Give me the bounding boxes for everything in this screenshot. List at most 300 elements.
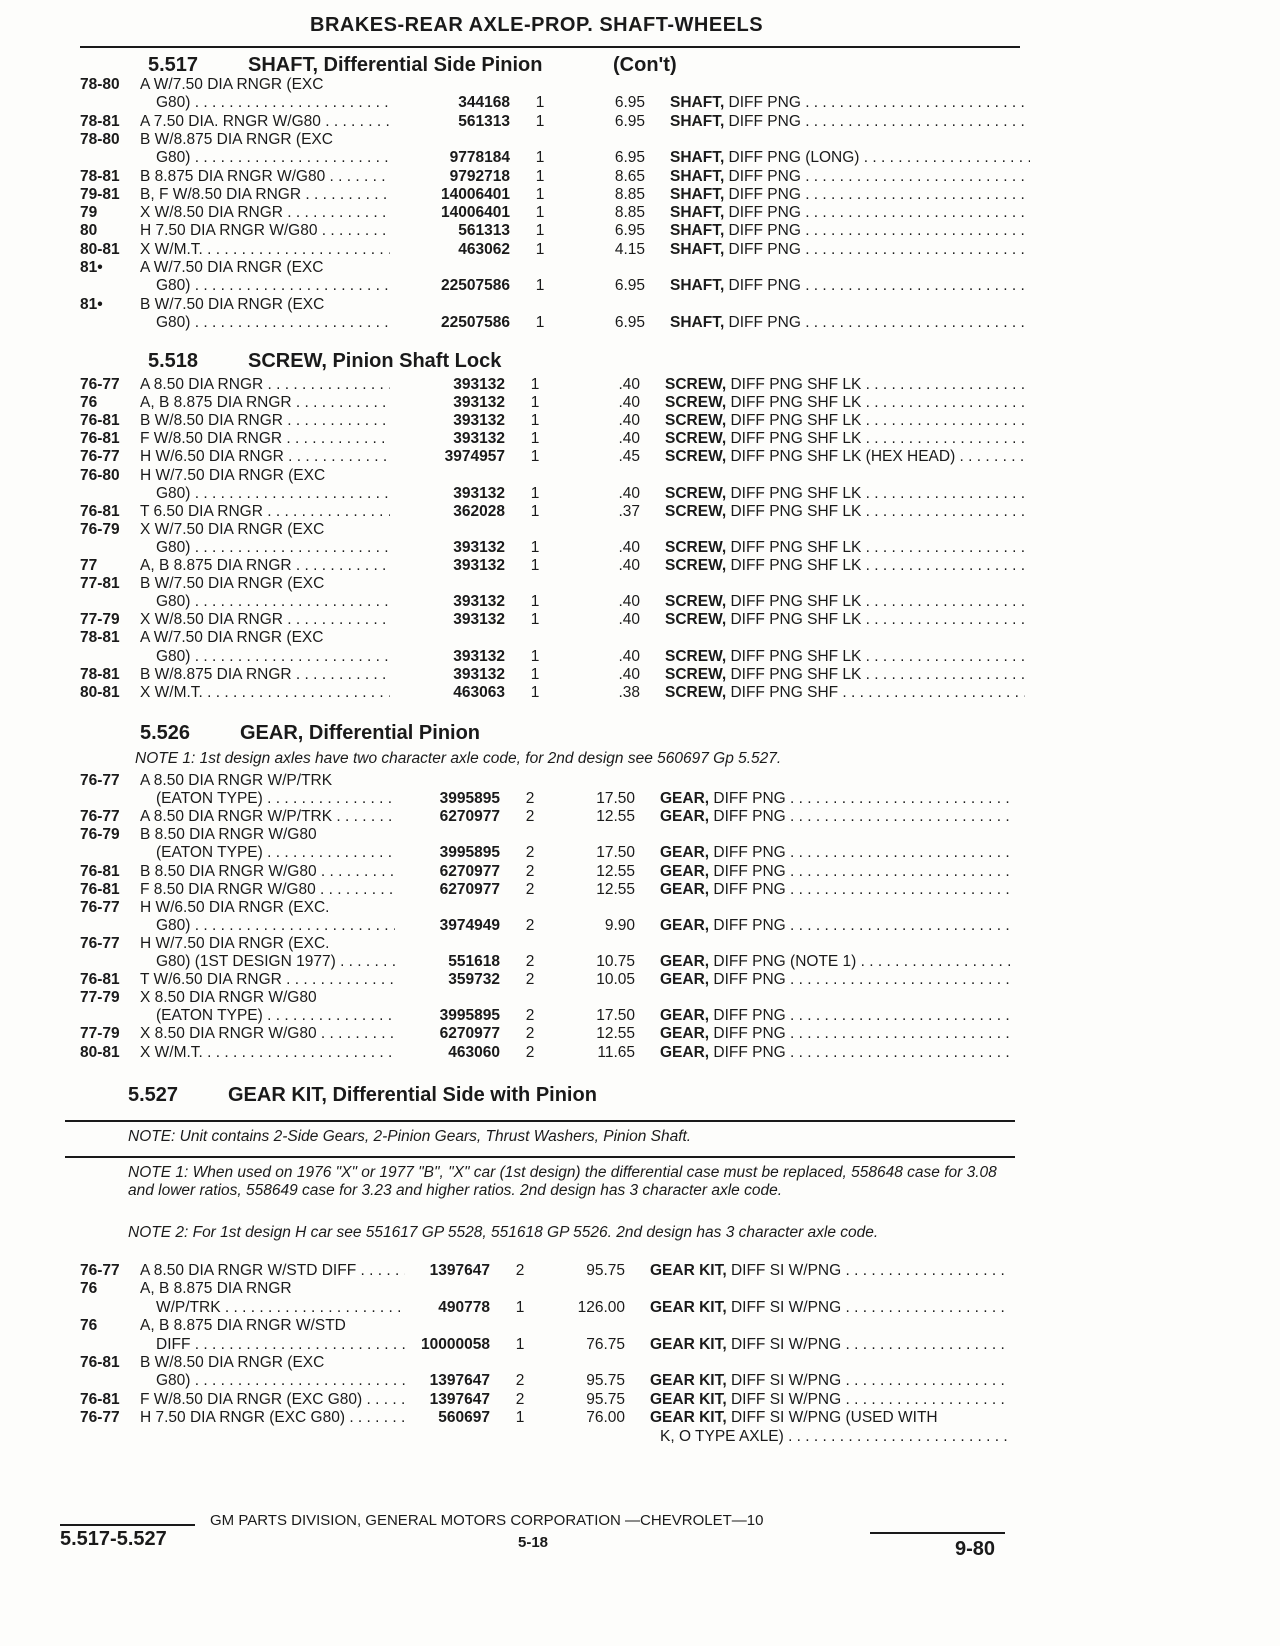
- quantity: 1: [530, 484, 540, 502]
- application-description: G80) . . .: [156, 539, 390, 557]
- application-description: G80) . . .: [156, 314, 390, 332]
- part-name-noun: SCREW,: [665, 484, 727, 502]
- part-number: 9778184: [449, 149, 510, 167]
- parts-row: [0, 629, 1040, 647]
- price: 95.75: [586, 1390, 625, 1408]
- price: 17.50: [596, 1007, 635, 1025]
- part-number: 393132: [453, 430, 505, 448]
- section-5-518-heading: [148, 350, 501, 373]
- model-years: 78-81: [80, 665, 120, 683]
- price: 12.55: [596, 880, 635, 898]
- part-name: GEAR, DIFF PNG . . .: [660, 1007, 1015, 1025]
- parts-row: [0, 1280, 1040, 1298]
- part-number: 22507586: [441, 277, 510, 295]
- quantity: 2: [515, 1390, 525, 1408]
- parts-row: [0, 539, 1040, 557]
- part-name: SCREW, DIFF PNG SHF LK (HEX HEAD) . . .: [665, 448, 1025, 466]
- section-number: 5.526: [140, 722, 191, 744]
- parts-row: [0, 222, 1040, 240]
- footer-date: 9-80: [955, 1538, 996, 1560]
- part-name: SHAFT, DIFF PNG (LONG) . . .: [670, 149, 1030, 167]
- part-name: SCREW, DIFF PNG SHF LK . . .: [665, 539, 1025, 557]
- quantity: 1: [530, 412, 540, 430]
- parts-row: [0, 575, 1040, 593]
- quantity: 1: [535, 222, 545, 240]
- model-years: 76-77: [80, 808, 120, 826]
- price: .45: [618, 448, 640, 466]
- application-description: B W/8.875 DIA RNGR . . .: [140, 666, 390, 684]
- application-description: T 6.50 DIA RNGR . . .: [140, 503, 390, 521]
- price: .38: [618, 683, 640, 701]
- part-name-noun: GEAR,: [660, 971, 710, 989]
- parts-row: [0, 808, 1040, 826]
- part-name-noun: SCREW,: [665, 538, 727, 556]
- part-number: 6270977: [439, 808, 500, 826]
- parts-row: [0, 1391, 1040, 1409]
- quantity: 1: [515, 1409, 525, 1427]
- part-name: SCREW, DIFF PNG SHF LK . . .: [665, 503, 1025, 521]
- part-number: 393132: [453, 484, 505, 502]
- price: 17.50: [596, 844, 635, 862]
- application-description: B, F W/8.50 DIA RNGR . . .: [140, 186, 390, 204]
- model-years: 77: [80, 557, 98, 574]
- parts-row: [0, 296, 1040, 314]
- parts-row: [0, 485, 1040, 503]
- model-years: 76-80: [80, 466, 120, 484]
- part-number: 463063: [453, 683, 505, 701]
- section-title: SHAFT, Differential Side Pinion: [248, 54, 543, 76]
- part-number: 3995895: [439, 844, 500, 862]
- part-number: 344168: [458, 94, 510, 112]
- part-name-noun: SCREW,: [665, 557, 727, 574]
- quantity: 1: [535, 94, 545, 112]
- parts-row: [0, 772, 1040, 790]
- parts-row: [0, 1409, 1040, 1427]
- application-description: B 8.50 DIA RNGR W/G80: [140, 826, 317, 844]
- part-number: 393132: [453, 647, 505, 665]
- quantity: 2: [525, 1043, 535, 1061]
- part-name-noun: GEAR KIT,: [650, 1372, 727, 1390]
- part-name-noun: SCREW,: [665, 611, 727, 629]
- quantity: 2: [525, 1007, 535, 1025]
- parts-row: [0, 899, 1040, 917]
- parts-row: [0, 277, 1040, 295]
- part-number: 393132: [453, 412, 505, 430]
- section-title: SCREW, Pinion Shaft Lock: [248, 350, 502, 372]
- price: 10.75: [596, 953, 635, 970]
- quantity: 2: [525, 1025, 535, 1043]
- part-number: 463062: [458, 240, 510, 258]
- application-description: X W/7.50 DIA RNGR (EXC: [140, 520, 325, 538]
- part-name: SHAFT, DIFF PNG . . .: [670, 277, 1030, 295]
- parts-row: [0, 648, 1040, 666]
- part-name-noun: GEAR,: [660, 880, 710, 898]
- quantity: 2: [525, 808, 535, 826]
- parts-row: [0, 989, 1040, 1007]
- model-years: 80-81: [80, 240, 120, 258]
- part-number: 1397647: [429, 1372, 490, 1390]
- parts-row: [0, 953, 1040, 971]
- section-5-517-heading: [148, 54, 677, 77]
- part-name-noun: SHAFT,: [670, 112, 725, 130]
- section-5-526-heading: [140, 722, 480, 745]
- parts-row: [0, 593, 1040, 611]
- quantity: 1: [535, 313, 545, 331]
- parts-row: [0, 94, 1040, 112]
- price: .40: [618, 484, 640, 502]
- part-name: GEAR KIT, DIFF SI W/PNG . . .: [650, 1299, 1010, 1317]
- price: 11.65: [597, 1043, 635, 1061]
- price: 6.95: [614, 112, 645, 130]
- part-name: SCREW, DIFF PNG SHF LK . . .: [665, 611, 1025, 629]
- part-name-noun: GEAR,: [660, 916, 710, 934]
- footer-range: 5.517-5.527: [60, 1528, 167, 1550]
- parts-row: [0, 168, 1040, 186]
- parts-row: [0, 1428, 1040, 1446]
- part-name: GEAR, DIFF PNG (NOTE 1) . . .: [660, 953, 1015, 971]
- part-name: GEAR, DIFF PNG . . .: [660, 881, 1015, 899]
- model-years: 76-81: [80, 430, 120, 448]
- model-years: 76-77: [80, 934, 120, 952]
- application-description: X W/M.T. . . .: [140, 684, 390, 702]
- parts-row: [0, 881, 1040, 899]
- price: .40: [618, 665, 640, 683]
- price: 95.75: [586, 1372, 625, 1390]
- application-description: B W/8.50 DIA RNGR (EXC: [140, 1354, 325, 1371]
- part-name: GEAR KIT, DIFF SI W/PNG . . .: [650, 1262, 1010, 1280]
- price: .37: [618, 502, 640, 520]
- part-name: SHAFT, DIFF PNG . . .: [670, 186, 1030, 204]
- price: 76.00: [586, 1409, 625, 1427]
- model-years: 80-81: [80, 683, 120, 701]
- part-name: SHAFT, DIFF PNG . . .: [670, 113, 1030, 131]
- part-number: 3974949: [439, 916, 500, 934]
- model-years: 76: [80, 1317, 98, 1335]
- part-name-noun: SHAFT,: [670, 222, 725, 240]
- application-description: F W/8.50 DIA RNGR . . .: [140, 430, 390, 448]
- quantity: 1: [530, 376, 540, 393]
- part-number: 1397647: [429, 1262, 490, 1279]
- part-number: 1397647: [429, 1390, 490, 1408]
- part-name: SCREW, DIFF PNG SHF LK . . .: [665, 666, 1025, 684]
- parts-row: [0, 412, 1040, 430]
- part-number: 561313: [458, 222, 510, 240]
- parts-row: [0, 314, 1040, 332]
- header-rule: [80, 46, 1020, 48]
- part-name-noun: SCREW,: [665, 647, 727, 665]
- part-number: 393132: [453, 394, 505, 412]
- price: 6.95: [614, 313, 645, 331]
- part-number: 6270977: [439, 862, 500, 880]
- part-name-noun: SHAFT,: [670, 149, 725, 167]
- model-years: 81•: [80, 295, 103, 313]
- application-description: A W/7.50 DIA RNGR (EXC: [140, 76, 324, 93]
- model-years: 77-79: [80, 989, 120, 1007]
- application-description: B W/7.50 DIA RNGR (EXC: [140, 575, 325, 593]
- application-description: A 8.50 DIA RNGR W/P/TRK . . .: [140, 808, 395, 826]
- application-description: F 8.50 DIA RNGR W/G80 . . .: [140, 881, 395, 899]
- part-name-noun: SHAFT,: [670, 185, 725, 203]
- part-name: GEAR, DIFF PNG . . .: [660, 971, 1015, 989]
- price: 17.50: [596, 790, 635, 808]
- price: .40: [618, 538, 640, 556]
- part-name-noun: SCREW,: [665, 683, 727, 701]
- part-name-noun: SCREW,: [665, 593, 727, 611]
- quantity: 2: [525, 790, 535, 808]
- part-name: SHAFT, DIFF PNG . . .: [670, 222, 1030, 240]
- part-number: 362028: [453, 502, 505, 520]
- section-5-527-note-2: NOTE 2: For 1st design H car see 551617 GP 5528, 551618 GP 5526. 2nd design has 3 character axle code.: [128, 1224, 879, 1241]
- application-description: X W/M.T. . . .: [140, 241, 390, 259]
- application-description: X W/8.50 DIA RNGR . . .: [140, 204, 390, 222]
- part-name-noun: GEAR KIT,: [650, 1409, 727, 1427]
- part-name-noun: GEAR,: [660, 1025, 710, 1043]
- parts-row: [0, 448, 1040, 466]
- application-description: H 7.50 DIA RNGR (EXC G80) . . .: [140, 1409, 405, 1427]
- quantity: 1: [515, 1298, 525, 1316]
- application-description: G80) . . .: [156, 917, 395, 935]
- model-years: 76: [80, 394, 98, 412]
- application-description: B W/8.875 DIA RNGR (EXC: [140, 130, 333, 148]
- part-number: 551618: [448, 953, 500, 970]
- parts-row: [0, 186, 1040, 204]
- part-number: 393132: [453, 557, 505, 574]
- application-description: A W/7.50 DIA RNGR (EXC: [140, 259, 324, 276]
- parts-row: [0, 826, 1040, 844]
- parts-row: [0, 844, 1040, 862]
- quantity: 1: [535, 112, 545, 130]
- application-description: H W/6.50 DIA RNGR . . .: [140, 448, 390, 466]
- quantity: 1: [535, 277, 545, 295]
- price: .40: [618, 430, 640, 448]
- model-years: 77-81: [80, 575, 120, 593]
- parts-row: [0, 259, 1040, 277]
- parts-row: [0, 863, 1040, 881]
- quantity: 2: [525, 971, 535, 989]
- model-years: 79-81: [80, 185, 120, 203]
- section-continued: (Con't): [613, 54, 677, 76]
- part-name: GEAR, DIFF PNG . . .: [660, 790, 1015, 808]
- price: .40: [618, 394, 640, 412]
- price: 6.95: [614, 277, 645, 295]
- part-name-noun: GEAR,: [660, 844, 710, 862]
- part-name-noun: GEAR,: [660, 1043, 710, 1061]
- application-description: A 8.50 DIA RNGR W/P/TRK: [140, 772, 333, 789]
- section-5-527-box-note: NOTE: Unit contains 2-Side Gears, 2-Pinion Gears, Thrust Washers, Pinion Shaft.: [128, 1128, 692, 1145]
- model-years: 78-81: [80, 629, 120, 647]
- part-name-noun: SCREW,: [665, 502, 727, 520]
- part-name: K, O TYPE AXLE) . . .: [660, 1428, 1010, 1446]
- application-description: B W/8.50 DIA RNGR . . .: [140, 412, 390, 430]
- parts-row: [0, 149, 1040, 167]
- parts-row: [0, 376, 1040, 394]
- price: 6.95: [614, 222, 645, 240]
- price: 76.75: [586, 1335, 625, 1353]
- quantity: 1: [535, 167, 545, 185]
- part-name: GEAR, DIFF PNG . . .: [660, 1025, 1015, 1043]
- application-description: (EATON TYPE) . . .: [156, 844, 395, 862]
- part-name-noun: GEAR KIT,: [650, 1390, 727, 1408]
- part-name-noun: GEAR KIT,: [650, 1298, 727, 1316]
- model-years: 78-81: [80, 167, 120, 185]
- price: 12.55: [596, 1025, 635, 1043]
- part-name: GEAR, DIFF PNG . . .: [660, 1044, 1015, 1062]
- quantity: 1: [530, 665, 540, 683]
- price: 10.05: [596, 971, 635, 989]
- price: .40: [618, 557, 640, 574]
- price: 95.75: [586, 1262, 625, 1279]
- part-name: SCREW, DIFF PNG SHF LK . . .: [665, 412, 1025, 430]
- parts-row: [0, 1354, 1040, 1372]
- quantity: 1: [530, 593, 540, 611]
- section-number: 5.517: [148, 54, 199, 76]
- parts-row: [0, 935, 1040, 953]
- application-description: A, B 8.875 DIA RNGR . . .: [140, 394, 390, 412]
- model-years: 76-79: [80, 826, 120, 844]
- parts-row: [0, 76, 1040, 94]
- application-description: A 7.50 DIA. RNGR W/G80 . . .: [140, 113, 390, 131]
- footer-rule-right: [870, 1532, 1005, 1534]
- quantity: 2: [515, 1372, 525, 1390]
- model-years: 77-79: [80, 611, 120, 629]
- model-years: 81•: [80, 259, 103, 276]
- part-name: SHAFT, DIFF PNG . . .: [670, 94, 1030, 112]
- model-years: 80-81: [80, 1043, 120, 1061]
- application-description: H 7.50 DIA RNGR W/G80 . . .: [140, 222, 390, 240]
- parts-row: [0, 241, 1040, 259]
- model-years: 78-80: [80, 130, 120, 148]
- model-years: 78-80: [80, 76, 120, 93]
- part-name: SHAFT, DIFF PNG . . .: [670, 168, 1030, 186]
- parts-row: [0, 503, 1040, 521]
- parts-row: [0, 971, 1040, 989]
- part-name-noun: GEAR,: [660, 1007, 710, 1025]
- quantity: 1: [530, 538, 540, 556]
- part-name: SCREW, DIFF PNG SHF LK . . .: [665, 648, 1025, 666]
- parts-row: [0, 557, 1040, 575]
- application-description: G80) . . .: [156, 485, 390, 503]
- section-title: GEAR, Differential Pinion: [240, 722, 481, 744]
- application-description: G80) (1ST DESIGN 1977) . . .: [156, 953, 395, 971]
- price: 4.15: [614, 240, 645, 258]
- price: 8.65: [614, 167, 645, 185]
- application-description: H W/7.50 DIA RNGR (EXC: [140, 466, 326, 484]
- part-number: 393132: [453, 376, 505, 393]
- model-years: 76-77: [80, 376, 120, 393]
- part-name: GEAR, DIFF PNG . . .: [660, 917, 1015, 935]
- price: .40: [618, 412, 640, 430]
- application-description: F W/8.50 DIA RNGR (EXC G80) . . .: [140, 1391, 405, 1409]
- part-name-noun: SHAFT,: [670, 240, 725, 258]
- part-number: 393132: [453, 611, 505, 629]
- price: 6.95: [614, 94, 645, 112]
- price: .40: [618, 376, 640, 393]
- price: .40: [618, 611, 640, 629]
- quantity: 1: [530, 448, 540, 466]
- model-years: 76-81: [80, 880, 120, 898]
- quantity: 1: [535, 240, 545, 258]
- model-years: 76-77: [80, 1262, 120, 1279]
- model-years: 76-77: [80, 772, 120, 789]
- part-number: 560697: [438, 1409, 490, 1427]
- quantity: 1: [530, 557, 540, 574]
- application-description: T W/6.50 DIA RNGR . . .: [140, 971, 395, 989]
- part-number: 3974957: [444, 448, 505, 466]
- parts-row: [0, 394, 1040, 412]
- application-description: H W/6.50 DIA RNGR (EXC.: [140, 898, 330, 916]
- part-number: 393132: [453, 593, 505, 611]
- quantity: 1: [515, 1335, 525, 1353]
- part-number: 463060: [448, 1043, 500, 1061]
- footer-page-number: 5-18: [518, 1534, 549, 1551]
- section-5-527-heading: [128, 1084, 597, 1107]
- part-name: SCREW, DIFF PNG SHF LK . . .: [665, 376, 1025, 394]
- part-name: GEAR, DIFF PNG . . .: [660, 863, 1015, 881]
- quantity: 1: [530, 502, 540, 520]
- model-years: 76-81: [80, 1390, 120, 1408]
- part-name: SCREW, DIFF PNG SHF LK . . .: [665, 593, 1025, 611]
- part-name: GEAR, DIFF PNG . . .: [660, 844, 1015, 862]
- quantity: 2: [525, 844, 535, 862]
- part-name: SCREW, DIFF PNG SHF LK . . .: [665, 557, 1025, 575]
- parts-row: [0, 611, 1040, 629]
- part-name-noun: GEAR,: [660, 953, 710, 970]
- parts-row: [0, 1025, 1040, 1043]
- model-years: 76-77: [80, 1409, 120, 1427]
- price: 8.85: [614, 204, 645, 222]
- part-name-noun: SHAFT,: [670, 94, 725, 112]
- footer-rule-left: [60, 1524, 195, 1526]
- application-description: G80) . . .: [156, 648, 390, 666]
- parts-row: [0, 684, 1040, 702]
- quantity: 2: [525, 953, 535, 970]
- application-description: X 8.50 DIA RNGR W/G80: [140, 989, 317, 1007]
- application-description: A, B 8.875 DIA RNGR: [140, 1280, 292, 1298]
- part-name-noun: SHAFT,: [670, 204, 725, 222]
- part-name: SCREW, DIFF PNG SHF LK . . .: [665, 394, 1025, 412]
- application-description: A, B 8.875 DIA RNGR . . .: [140, 557, 390, 575]
- price: 12.55: [596, 808, 635, 826]
- parts-row: [0, 1007, 1040, 1025]
- part-name: SCREW, DIFF PNG SHF LK . . .: [665, 430, 1025, 448]
- parts-row: [0, 1336, 1040, 1354]
- quantity: 1: [535, 185, 545, 203]
- application-description: W/P/TRK . . .: [156, 1299, 405, 1317]
- part-name: GEAR KIT, DIFF SI W/PNG . . .: [650, 1336, 1010, 1354]
- part-number: 490778: [438, 1298, 490, 1316]
- section-number: 5.527: [128, 1084, 179, 1106]
- parts-row: [0, 1262, 1040, 1280]
- part-name: SCREW, DIFF PNG SHF . . .: [665, 684, 1025, 702]
- parts-row: [0, 1317, 1040, 1335]
- model-years: 76: [80, 1280, 98, 1298]
- note-box-top-rule: [65, 1120, 1015, 1122]
- parts-row: [0, 666, 1040, 684]
- application-description: B 8.875 DIA RNGR W/G80 . . .: [140, 168, 390, 186]
- application-description: B W/7.50 DIA RNGR (EXC: [140, 295, 325, 313]
- part-name-noun: GEAR,: [660, 808, 710, 826]
- part-number: 359732: [448, 971, 500, 989]
- quantity: 2: [525, 916, 535, 934]
- model-years: 76-81: [80, 971, 120, 989]
- price: .40: [618, 647, 640, 665]
- model-years: 76-81: [80, 412, 120, 430]
- price: 6.95: [614, 149, 645, 167]
- application-description: G80) . . .: [156, 94, 390, 112]
- quantity: 1: [530, 394, 540, 412]
- part-name-noun: GEAR KIT,: [650, 1262, 727, 1279]
- price: 12.55: [596, 862, 635, 880]
